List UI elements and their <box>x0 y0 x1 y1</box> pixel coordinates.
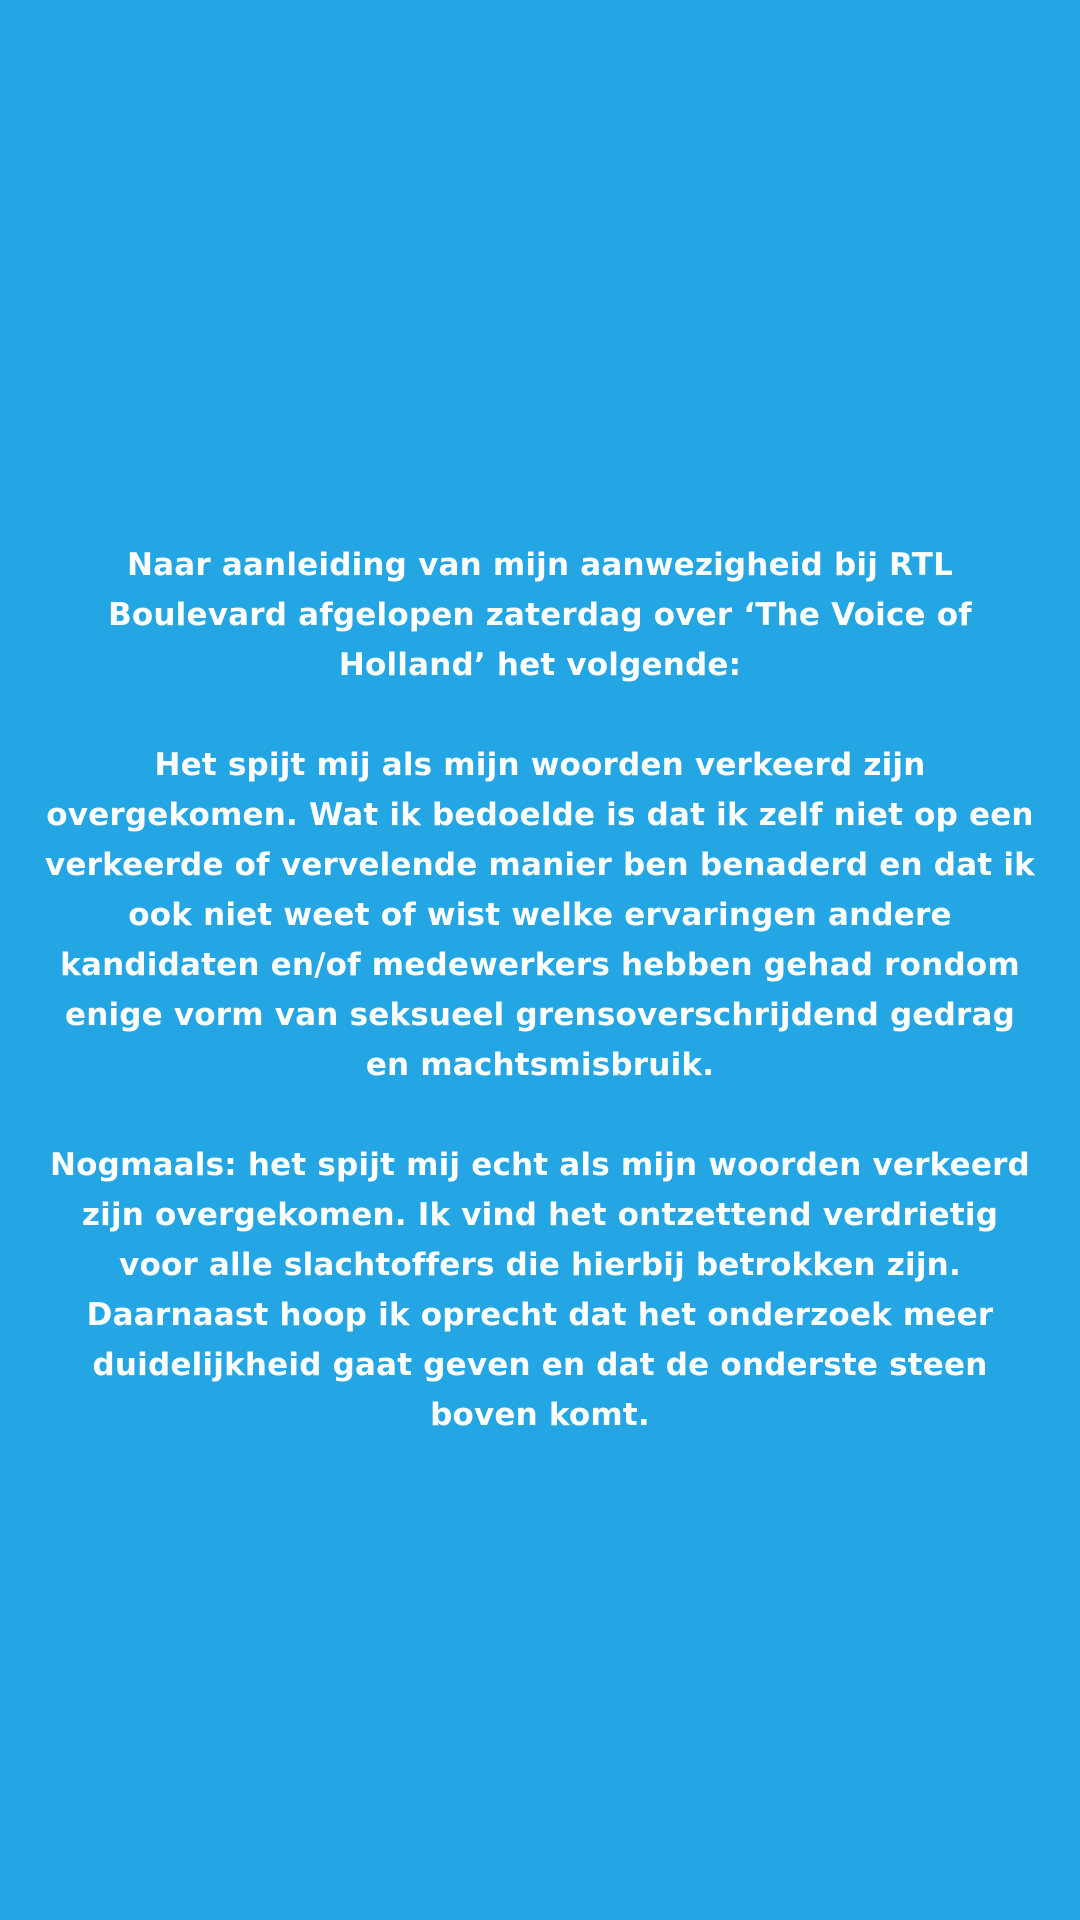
text-line: Nogmaals: het spijt mij echt als mijn woorden verkeerd <box>50 1147 1030 1183</box>
text-line: zijn overgekomen. Ik vind het ontzettend verdrietig <box>81 1197 999 1233</box>
statement-text <box>40 540 1040 1440</box>
paragraph-closing <box>40 1140 1040 1440</box>
text-line: verkeerde of vervelende manier ben benaderd en dat ik <box>45 847 1035 883</box>
paragraph-intro <box>40 540 1040 690</box>
text-line: duidelijkheid gaat geven en dat de onderste steen <box>92 1347 988 1383</box>
text-line: boven komt. <box>430 1397 650 1433</box>
paragraph-apology <box>40 740 1040 1090</box>
text-line: voor alle slachtoffers die hierbij betrokken zijn. <box>119 1247 961 1283</box>
text-line: Naar aanleiding van mijn aanwezigheid bij RTL <box>126 547 954 583</box>
text-line: ook niet weet of wist welke ervaringen andere <box>128 897 952 933</box>
text-line: Boulevard afgelopen zaterdag over ‘The Voice of <box>108 597 972 633</box>
text-line: enige vorm van seksueel grensoverschrijdend gedrag <box>64 997 1016 1033</box>
text-line: kandidaten en/of medewerkers hebben gehad rondom <box>60 947 1020 983</box>
text-line: en machtsmisbruik. <box>365 1047 715 1083</box>
text-line: Holland’ het volgende: <box>338 647 742 683</box>
text-line: Het spijt mij als mijn woorden verkeerd zijn <box>154 747 926 783</box>
text-line: overgekomen. Wat ik bedoelde is dat ik zelf niet op een <box>46 797 1034 833</box>
text-line: Daarnaast hoop ik oprecht dat het onderzoek meer <box>86 1297 994 1333</box>
